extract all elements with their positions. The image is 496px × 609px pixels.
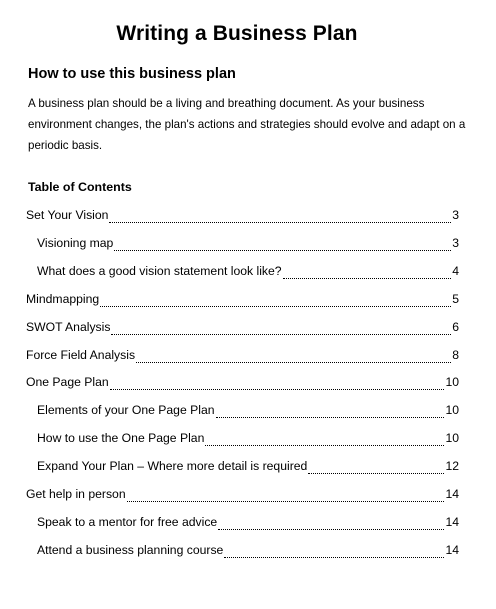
toc-entry-label: Get help in person [26, 487, 126, 501]
toc-entry-label: SWOT Analysis [26, 320, 111, 334]
toc-page-number: 8 [452, 348, 459, 362]
toc-entry[interactable] [37, 431, 459, 449]
section-heading: How to use this business plan [28, 66, 236, 82]
toc-entry-label: Speak to a mentor for free advice [37, 515, 218, 529]
toc-entry[interactable] [26, 487, 459, 505]
toc-entry-label: Set Your Vision [26, 208, 109, 222]
toc-dot-leader [100, 306, 451, 307]
toc-entry[interactable] [37, 459, 459, 477]
toc-page-number: 5 [452, 292, 459, 306]
toc-dot-leader [136, 362, 451, 363]
toc-dot-leader [111, 334, 451, 335]
toc-entry[interactable] [37, 236, 459, 254]
toc-dot-leader [109, 222, 451, 223]
toc-heading: Table of Contents [28, 180, 132, 194]
toc-entry-label: One Page Plan [26, 375, 109, 389]
toc-page-number: 6 [452, 320, 459, 334]
toc-entry[interactable] [26, 292, 459, 310]
document-title: Writing a Business Plan [116, 22, 358, 45]
toc-page-number: 10 [445, 403, 459, 417]
toc-page-number: 10 [445, 375, 459, 389]
toc-entry[interactable] [37, 403, 459, 421]
toc-dot-leader [205, 445, 444, 446]
toc-page-number: 14 [445, 487, 459, 501]
toc-entry-label: Force Field Analysis [26, 348, 136, 362]
toc-dot-leader [127, 501, 445, 502]
toc-entry[interactable] [26, 208, 459, 226]
toc-entry-label: Expand Your Plan – Where more detail is required [37, 459, 308, 473]
toc-entry[interactable] [37, 264, 459, 282]
toc-entry-label: What does a good vision statement look like? [37, 264, 282, 278]
toc-entry-label: How to use the One Page Plan [37, 431, 205, 445]
intro-line: environment changes, the plan's actions and strategies should evolve and adapt on a [28, 118, 466, 131]
toc-entry-label: Elements of your One Page Plan [37, 403, 215, 417]
toc-page-number: 10 [445, 431, 459, 445]
toc-page-number: 14 [445, 543, 459, 557]
toc-dot-leader [308, 473, 444, 474]
toc-entry[interactable] [37, 543, 459, 561]
toc-entry[interactable] [26, 375, 459, 393]
toc-entry-label: Mindmapping [26, 292, 100, 306]
toc-entry[interactable] [26, 320, 459, 338]
toc-page-number: 12 [445, 459, 459, 473]
toc-dot-leader [114, 250, 451, 251]
toc-dot-leader [283, 278, 452, 279]
toc-dot-leader [218, 529, 444, 530]
toc-page-number: 4 [452, 264, 459, 278]
toc-entry-label: Attend a business planning course [37, 543, 224, 557]
toc-page-number: 14 [445, 515, 459, 529]
toc-entry[interactable] [26, 348, 459, 366]
toc-entry-label: Visioning map [37, 236, 114, 250]
intro-line: A business plan should be a living and breathing document. As your business [28, 97, 425, 110]
toc-page-number: 3 [452, 236, 459, 250]
toc-dot-leader [110, 389, 445, 390]
toc-entry[interactable] [37, 515, 459, 533]
toc-dot-leader [216, 417, 445, 418]
toc-page-number: 3 [452, 208, 459, 222]
intro-line: periodic basis. [28, 139, 103, 152]
toc-dot-leader [224, 557, 444, 558]
